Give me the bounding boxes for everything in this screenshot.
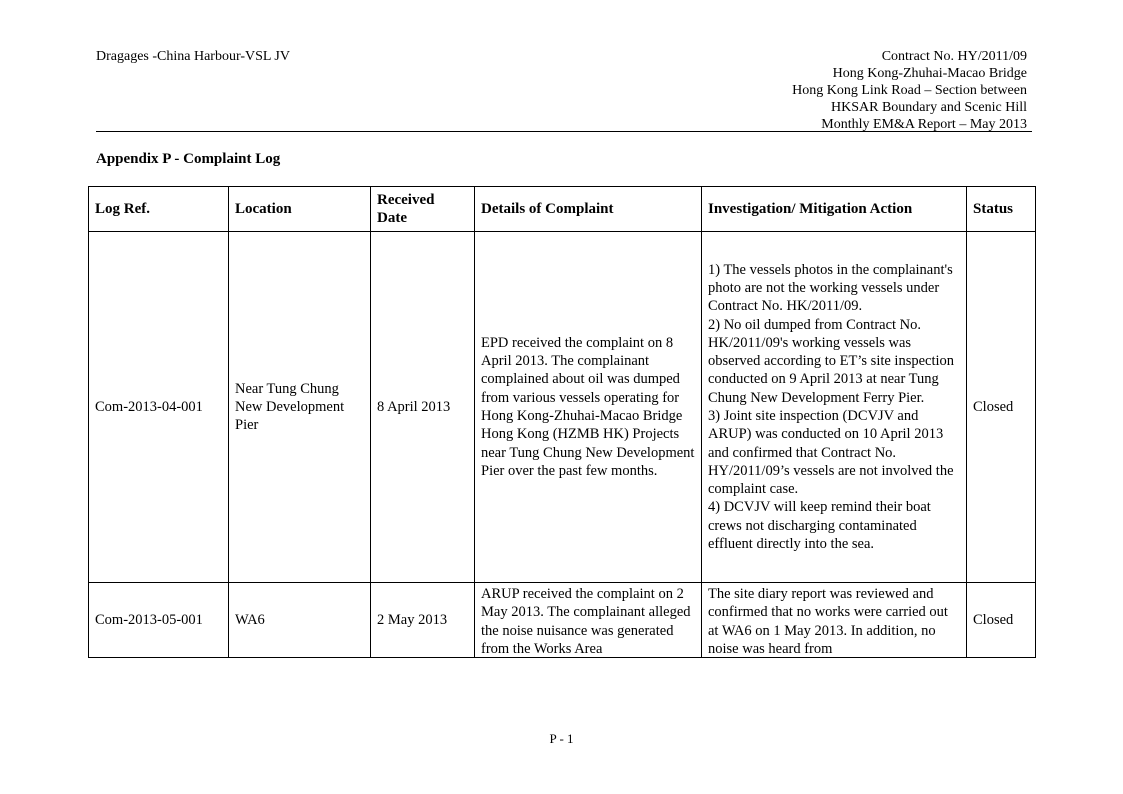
contract-header (667, 48, 1027, 133)
action-item: 4) DCVJV will keep remind their boat crews not discharging contaminated effluent directly into the sea. (708, 499, 931, 553)
table-header-row (89, 187, 1036, 232)
cell-log-ref: Com-2013-05-001 (89, 583, 229, 658)
action-item: 2) No oil dumped from Contract No. HK/2011/09's working vessels was observed according to ET’s site inspection conducted on 9 April 2013 at near Tung Chung New Development Ferry Pier. (708, 316, 955, 406)
column-header-status: Status (967, 187, 1036, 232)
project-section: Hong Kong Link Road – Section between (792, 83, 1027, 98)
cell-status: Closed (967, 583, 1036, 658)
cell-action (702, 583, 967, 658)
cell-action (702, 232, 967, 583)
table-row (89, 583, 1036, 658)
column-header-details: Details of Complaint (475, 187, 702, 232)
cell-status: Closed (967, 232, 1036, 583)
page-title: Appendix P - Complaint Log (96, 151, 281, 167)
header-divider (96, 131, 1032, 132)
cell-received-date: 2 May 2013 (371, 583, 475, 658)
table-row (89, 232, 1036, 583)
project-name: Hong Kong-Zhuhai-Macao Bridge (832, 66, 1027, 81)
details-text: ARUP received the complaint on 2 May 2013. The complainant alleged the noise nuisance was generated from the Works Area (481, 586, 691, 655)
complaint-log-table (88, 186, 1036, 658)
contract-number: Contract No. HY/2011/09 (881, 49, 1027, 64)
company-name: Dragages -China Harbour-VSL JV (96, 49, 290, 64)
page-number: P - 1 (549, 731, 574, 746)
column-header-received-date: Received Date (371, 187, 475, 232)
cell-received-date: 8 April 2013 (371, 232, 475, 583)
cell-details: EPD received the complaint on 8 April 2013. The complainant complained about oil was dumped from various vessels operating for Hong Kong-Zhuhai-Macao Bridge Hong Kong (HZMB HK) Projects near Tung Chung New Development Pier over the past few months. (475, 232, 702, 583)
action-text: The site diary report was reviewed and confirmed that no works were carried out at WA6 on 1 May 2013. In addition, no noise was heard from (708, 586, 948, 655)
column-header-action: Investigation/ Mitigation Action (702, 187, 967, 232)
cell-log-ref: Com-2013-04-001 (89, 232, 229, 583)
project-boundary: HKSAR Boundary and Scenic Hill (831, 100, 1027, 115)
report-name: Monthly EM&A Report – May 2013 (821, 117, 1027, 132)
cell-location: WA6 (229, 583, 371, 658)
action-item: 3) Joint site inspection (DCVJV and ARUP) was conducted on 10 April 2013 and confirmed that Contract No. HY/2011/09’s vessels are not involved the complaint case. (708, 408, 954, 498)
action-item: 1) The vessels photos in the complainant's photo are not the working vessels under Contract No. HK/2011/09. (708, 261, 953, 315)
cell-details (475, 583, 702, 658)
column-header-location: Location (229, 187, 371, 232)
column-header-log-ref: Log Ref. (89, 187, 229, 232)
cell-location: Near Tung Chung New Development Pier (229, 232, 371, 583)
